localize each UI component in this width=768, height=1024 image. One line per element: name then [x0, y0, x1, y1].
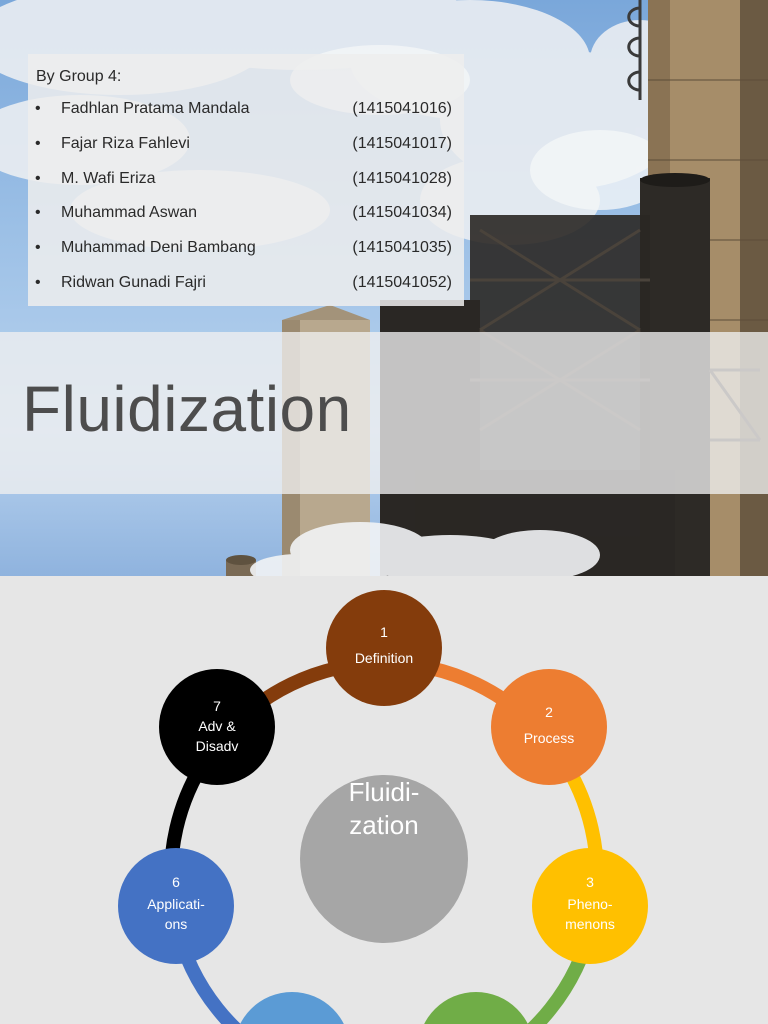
member-name: Fajar Riza Fahlevi [61, 135, 190, 152]
member-name: Muhammad Aswan [61, 204, 198, 221]
node-text: ons [164, 916, 188, 932]
member-row [28, 100, 464, 124]
group-heading: By Group 4: [36, 68, 122, 85]
node-text: Applicati- [147, 896, 205, 912]
bullet: • [35, 170, 41, 187]
node-number: 1 [380, 624, 388, 640]
group-members-panel [28, 54, 464, 306]
bullet: • [35, 135, 41, 152]
node-4-partial [418, 992, 534, 1024]
center-line-2: zation [349, 810, 419, 840]
bullet: • [35, 100, 41, 117]
member-id: (1415041017) [352, 135, 452, 152]
node-label-adv-disadv [159, 696, 275, 756]
node-text: Definition [354, 650, 414, 666]
bullet: • [35, 204, 41, 221]
node-number: 6 [172, 874, 180, 890]
cycle-diagram-slide [0, 576, 768, 1024]
node-text: Disadv [195, 738, 239, 754]
node-text: Pheno- [567, 896, 613, 912]
member-row [28, 204, 464, 228]
member-name: M. Wafi Eriza [61, 170, 156, 187]
member-row [28, 170, 464, 194]
member-id: (1415041034) [352, 204, 452, 221]
member-name: Muhammad Deni Bambang [61, 239, 256, 256]
title-band [0, 332, 768, 494]
node-number: 3 [586, 874, 594, 890]
member-row [28, 274, 464, 298]
member-id: (1415041035) [352, 239, 452, 256]
node-number: 2 [545, 704, 553, 720]
member-row [28, 239, 464, 263]
member-row [28, 135, 464, 159]
node-label-process [491, 702, 607, 748]
node-number: 7 [213, 698, 221, 714]
node-5-partial [234, 992, 350, 1024]
member-id: (1415041016) [352, 100, 452, 117]
node-text: menons [565, 916, 615, 932]
bullet: • [35, 274, 41, 291]
member-name: Fadhlan Pratama Mandala [61, 100, 250, 117]
member-id: (1415041052) [352, 274, 452, 291]
slide-title: Fluidization [22, 373, 352, 445]
center-line-1: Fluidi- [348, 777, 420, 807]
node-label-applications [118, 872, 234, 934]
node-label-phenomenons [532, 872, 648, 934]
center-label [300, 776, 468, 842]
bullet: • [35, 239, 41, 256]
node-text: Adv & [198, 718, 236, 734]
member-id: (1415041028) [352, 170, 452, 187]
node-text: Process [523, 730, 575, 746]
node-label-definition [326, 622, 442, 668]
member-name: Ridwan Gunadi Fajri [61, 274, 206, 291]
